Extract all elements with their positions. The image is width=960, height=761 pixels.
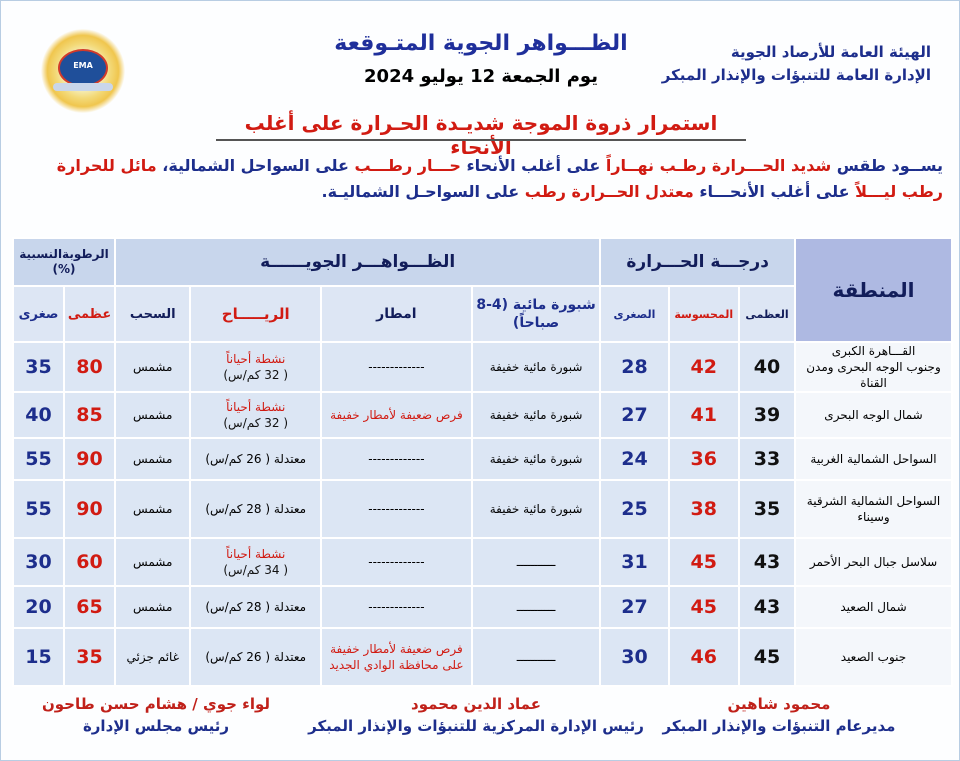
region-cell [795, 628, 952, 686]
clouds-cell: غائم جزئي [115, 628, 190, 686]
forecast-table [12, 237, 953, 687]
region-cell [795, 392, 952, 438]
wind-description: نشطة أحياناً [226, 352, 286, 366]
humidity-max: 60 [64, 538, 115, 586]
logo-disc [58, 49, 108, 87]
signatory-name: محمود شاهين [727, 695, 831, 713]
region-name-line2: وسيناء [857, 510, 890, 524]
fog-cell: شبورة مائية خفيفة [472, 342, 600, 392]
signature-central-director [306, 693, 646, 737]
max-temp: 43 [739, 538, 795, 586]
summary-part: على أغلب الأنحـــاء [693, 182, 856, 201]
fog-cell: ـــــــــــ [472, 538, 600, 586]
logo-text: EMA [73, 61, 93, 70]
wind-cell [190, 342, 320, 392]
summary-part: على أغلب الأنحاء [460, 156, 606, 175]
max-temp: 35 [739, 480, 795, 538]
column-header-feels-like: المحسوسة [669, 286, 739, 342]
logo-wing-icon [53, 83, 113, 91]
table-row [13, 342, 952, 392]
region-name: شمال الوجه البحرى [824, 408, 923, 422]
organization-block [662, 41, 931, 87]
min-temp: 24 [600, 438, 668, 480]
column-header-wind: الريـــــاح [190, 286, 320, 342]
clouds-cell: مشمس [115, 538, 190, 586]
bulletin-date: يوم الجمعة 12 يوليو 2024 [364, 66, 598, 87]
min-temp: 28 [600, 342, 668, 392]
feels-like-temp: 36 [669, 438, 739, 480]
wind-cell [190, 480, 320, 538]
table-row [13, 438, 952, 480]
rain-cell: فرص ضعيفة لأمطار خفيفة [321, 392, 472, 438]
bulletin-header [301, 31, 661, 87]
humidity-max: 85 [64, 392, 115, 438]
humidity-min: 55 [13, 480, 64, 538]
summary-highlight: شديد الحـــرارة رطـب نهــاراً [605, 156, 832, 175]
max-temp: 33 [739, 438, 795, 480]
max-temp: 45 [739, 628, 795, 686]
feels-like-temp: 45 [669, 586, 739, 628]
humidity-min: 35 [13, 342, 64, 392]
region-cell [795, 538, 952, 586]
fog-cell: ـــــــــــ [472, 628, 600, 686]
clouds-cell: مشمس [115, 342, 190, 392]
wind-description: نشطة أحياناً [226, 547, 286, 561]
fog-cell: شبورة مائية خفيفة [472, 438, 600, 480]
humidity-min: 40 [13, 392, 64, 438]
region-name: القـــاهرة الكبرى [831, 344, 916, 358]
rain-cell: ------------- [321, 438, 472, 480]
wind-speed: ( 32 كم/س) [223, 416, 289, 430]
table-row [13, 538, 952, 586]
wind-description: معتدلة ( 26 كم/س) [205, 452, 307, 466]
humidity-min: 30 [13, 538, 64, 586]
feels-like-temp: 42 [669, 342, 739, 392]
region-name: السواحل الشمالية الغربية [810, 452, 937, 466]
humidity-min: 55 [13, 438, 64, 480]
wind-description: معتدلة ( 28 كم/س) [205, 502, 307, 516]
column-group-phenomena: الظـــواهـــر الجويــــــة [115, 238, 600, 286]
wind-cell [190, 392, 320, 438]
region-name: السواحل الشمالية الشرقية [806, 494, 941, 508]
feels-like-temp: 41 [669, 392, 739, 438]
summary-part: يســود طقس [831, 156, 943, 175]
forecast-summary [21, 153, 943, 205]
wind-description: معتدلة ( 26 كم/س) [205, 650, 307, 664]
region-cell [795, 586, 952, 628]
humidity-min: 20 [13, 586, 64, 628]
clouds-cell: مشمس [115, 586, 190, 628]
wind-cell [190, 538, 320, 586]
feels-like-temp: 38 [669, 480, 739, 538]
signatory-name: عماد الدين محمود [411, 695, 541, 713]
max-temp: 40 [739, 342, 795, 392]
humidity-max: 65 [64, 586, 115, 628]
min-temp: 30 [600, 628, 668, 686]
column-header-clouds: السحب [115, 286, 190, 342]
humidity-max: 90 [64, 480, 115, 538]
max-temp: 43 [739, 586, 795, 628]
min-temp: 27 [600, 392, 668, 438]
region-name: سلاسل جبال البحر الأحمر [809, 555, 938, 569]
column-header-fog: شبورة مائية (4-8 صباحاً) [472, 286, 600, 342]
humidity-min: 15 [13, 628, 64, 686]
page-title: الظـــواهر الجوية المتـوقعة [334, 31, 628, 56]
fog-cell: ـــــــــــ [472, 586, 600, 628]
signature-forecast-director [659, 693, 899, 737]
wind-cell [190, 628, 320, 686]
wind-speed: ( 32 كم/س) [223, 368, 289, 382]
min-temp: 31 [600, 538, 668, 586]
summary-part: على السواحـل الشماليـة. [321, 182, 525, 201]
min-temp: 25 [600, 480, 668, 538]
signatory-role: رئيس مجلس الإدارة [82, 717, 230, 735]
table-row [13, 480, 952, 538]
signatory-role: مديرعام التنبؤات والإنذار المبكر [662, 717, 896, 735]
summary-highlight: مائل للحرارة رطب ليـــلاً [56, 156, 943, 201]
wind-speed: ( 34 كم/س) [223, 563, 289, 577]
headline-underline [216, 139, 746, 141]
clouds-cell: مشمس [115, 480, 190, 538]
region-cell [795, 480, 952, 538]
column-header-region: المنطقة [795, 238, 952, 342]
column-group-humidity: الرطوبةالنسبية (%) [13, 238, 115, 286]
humidity-max: 35 [64, 628, 115, 686]
column-header-max: العظمى [739, 286, 795, 342]
org-name: الهيئة العامة للأرصاد الجوية [730, 43, 931, 61]
wind-cell [190, 586, 320, 628]
rain-cell: ------------- [321, 480, 472, 538]
region-name-line2: وجنوب الوجه البحرى ومدن القناة [806, 360, 941, 390]
headline: استمرار ذروة الموجة شديـدة الحـرارة على أغلب الأنحاء [244, 111, 718, 159]
summary-highlight: حـــار رطـــب [354, 156, 461, 175]
feels-like-temp: 46 [669, 628, 739, 686]
max-temp: 39 [739, 392, 795, 438]
clouds-cell: مشمس [115, 438, 190, 480]
wind-description: معتدلة ( 28 كم/س) [205, 600, 307, 614]
feels-like-temp: 45 [669, 538, 739, 586]
table-row [13, 586, 952, 628]
wind-cell [190, 438, 320, 480]
fog-cell: شبورة مائية خفيفة [472, 480, 600, 538]
region-name: جنوب الصعيد [840, 650, 907, 664]
rain-cell: ------------- [321, 538, 472, 586]
region-name: شمال الصعيد [840, 600, 907, 614]
signature-chairman [26, 693, 286, 737]
region-cell [795, 438, 952, 480]
department-name: الإدارة العامة للتنبؤات والإنذار المبكر [661, 66, 931, 84]
table-row [13, 392, 952, 438]
humidity-max: 80 [64, 342, 115, 392]
fog-cell: شبورة مائية خفيفة [472, 392, 600, 438]
clouds-cell: مشمس [115, 392, 190, 438]
column-header-humidity-max: عظمى [64, 286, 115, 342]
summary-highlight: معتدل الحــرارة رطب [524, 182, 694, 201]
column-header-humidity-min: صغرى [13, 286, 64, 342]
rain-cell: ------------- [321, 586, 472, 628]
humidity-max: 90 [64, 438, 115, 480]
column-group-temperature: درجـــة الحـــرارة [600, 238, 795, 286]
signatory-name: لواء جوي / هشام حسن طاحون [41, 695, 271, 713]
wind-description: نشطة أحياناً [226, 400, 286, 414]
table-row [13, 628, 952, 686]
min-temp: 27 [600, 586, 668, 628]
column-header-rain: امطار [321, 286, 472, 342]
region-cell [795, 342, 952, 392]
column-header-min: الصغرى [600, 286, 668, 342]
summary-part: على السواحل الشمالية، [156, 156, 355, 175]
signatory-role: رئيس الإدارة المركزية للتنبؤات والإنذار المبكر [308, 717, 644, 735]
rain-cell: ------------- [321, 342, 472, 392]
rain-cell: فرص ضعيفة لأمطار خفيفة على محافظة الوادي الجديد [321, 628, 472, 686]
ema-logo [41, 29, 125, 113]
